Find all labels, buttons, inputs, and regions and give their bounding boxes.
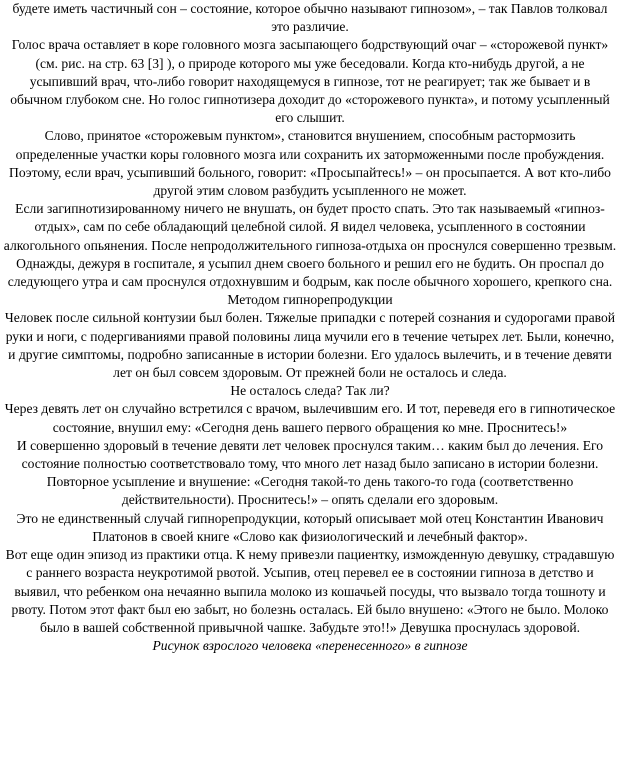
paragraph-question: Не осталось следа? Так ли?: [230, 383, 390, 399]
paragraph-girl-episode: Вот еще один эпизод из практики отца. К нему привезли пациентку, изможденную девушку, страдавшую с раннего возраста неукротимой рвотой. Усыпив, отец перевел ее в состоянии гипноза в детство и выявил, что ребенком она нечаянно выпила молоко из кошачьей посуды, что вызвало тогда тошноту и рвоту. Потом этот факт был ею забыт, но болезнь осталась. Ей было внушено: «Этого не было. Молоко было в вашей собственной привычной чашке. Забудьте это!!» Девушка проснулась здоровой.: [5, 547, 615, 635]
figure-caption: Рисунок взрослого человека «перенесенного» в гипнозе: [152, 638, 468, 654]
paragraph-hypnosis-rest: Если загипнотизированному ничего не внушать, он будет просто спать. Это так называемый «гипноз-отдых», сам по себе обладающий целебной силой. Я видел человека, усыпленного в состоянии алкогольного опьянения. После непродолжительного гипноза-отдыха он проснулся совершенно трезвым.: [3, 201, 617, 253]
section-heading: Методом гипнорепродукции: [227, 292, 393, 308]
paragraph-word-suggestion: Слово, принятое «сторожевым пунктом», становится внушением, способным растормозить определенные участки коры головного мозга или сохранить их заторможенными после пробуждения. Поэтому, если врач, усыпивший больного, говорит: «Просыпайтесь!» – он просыпается. А вот кто-либо другой этим словом разбудить усыпленного не может.: [9, 128, 611, 199]
paragraph-nine-years-later: Через девять лет он случайно встретился с врачом, вылечившим его. И тот, переведя его в гипнотическое состояние, внушил ему: «Сегодня день вашего первого обращения ко мне. Проснитесь!»: [4, 401, 616, 435]
paragraph-platonov-book: Это не единственный случай гипнорепродукции, который описывает мой отец Константин Иванович Платонов в своей книге «Слово как физиологический и лечебный фактор».: [16, 510, 604, 544]
paragraph-woke-ill: И совершенно здоровый в течение девяти лет человек проснулся таким… каким был до лечения. Его состояние полностью соответствовало тому, что много лет назад было записано в истории болезни. Повторное усыпление и внушение: «Сегодня такой-то день такого-то года (соответственно действительности). Проснитесь!» – опять сделали его здоровым.: [16, 437, 604, 508]
paragraph-pavlov-quote-end: будете иметь частичный сон – состояние, которое обычно называют гипнозом», – так Павлов толковал это различие.: [12, 1, 608, 35]
paragraph-hospital-duty: Однажды, дежуря в госпитале, я усыпил днем своего больного и решил его не будить. Он проспал до следующего утра и сам проснулся отдохнувшим и бодрым, как после обычного хорошего, крепкого сна.: [7, 255, 613, 290]
paragraph-contusion-case: Человек после сильной контузии был болен. Тяжелые припадки с потерей сознания и судорогами правой руки и ноги, с подергиваниями правой половины лица мучили его в течение четырех лет. Были, конечно, и другие симптомы, подробно записанные в истории болезни. Его удалось вылечить, и в течение девяти лет он был совсем здоровым. От прежней боли не осталось и следа.: [4, 310, 616, 381]
paragraph-doctor-voice: Голос врача оставляет в коре головного мозга засыпающего бодрствующий очаг – «сторожевой пункт» (см. рис. на стр. 63 [3] ), о природе которого мы уже беседовали. Когда кто-нибудь другой, а не усыпивший врач, что-либо говорит находящемуся в гипнозе, тот не реагирует; так же бывает и в обычном глубоком сне. Но голос гипнотизера доходит до «сторожевого пункта», и потому усыпленный его слышит.: [10, 37, 610, 126]
